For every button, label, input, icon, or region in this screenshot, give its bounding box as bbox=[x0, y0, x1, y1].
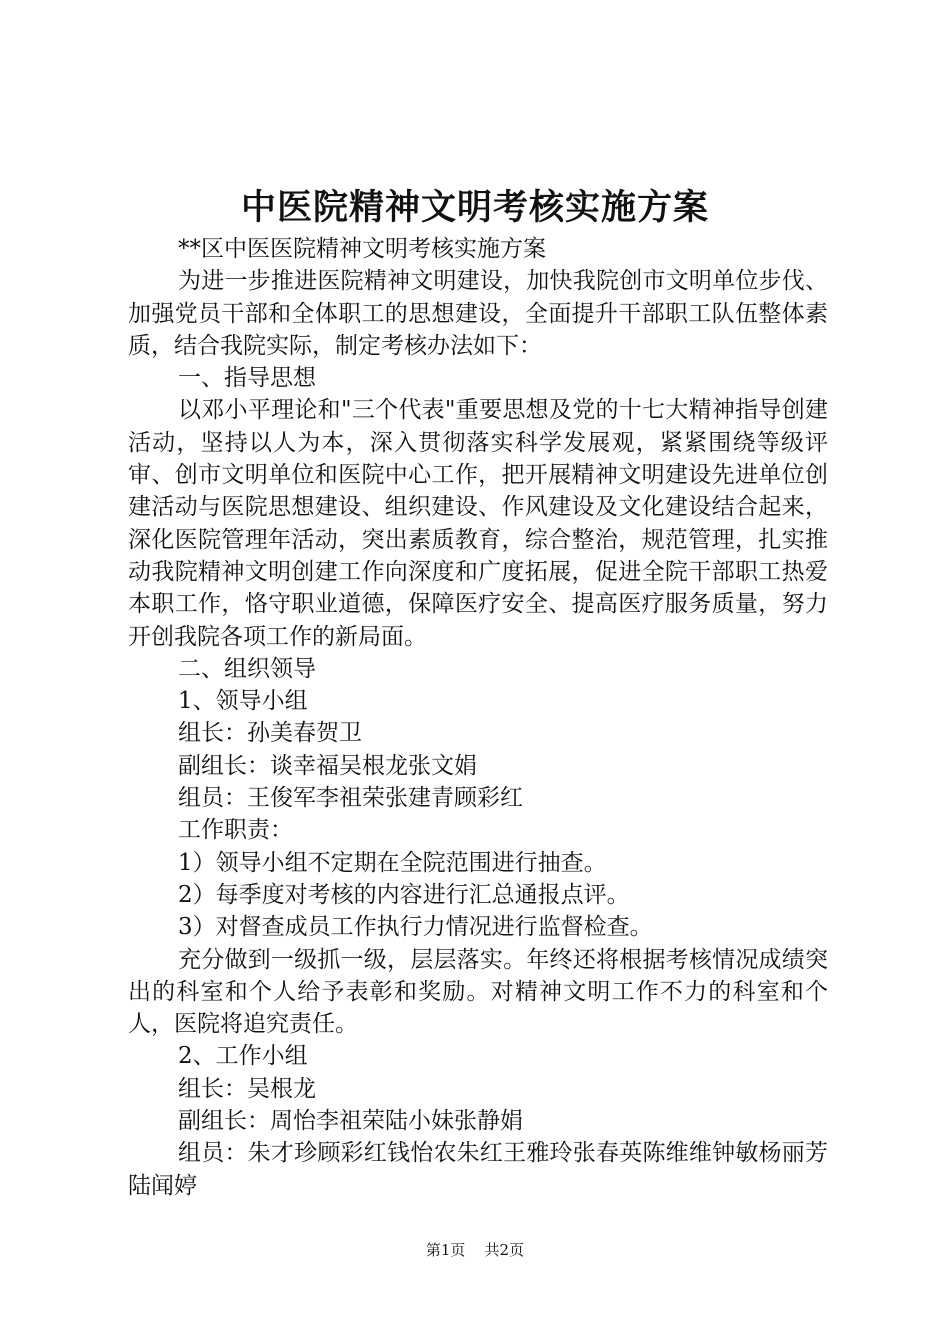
subsection-heading-leading-group: 1、领导小组 bbox=[178, 688, 308, 715]
list-item-duty-3: 3）对督查成员工作执行力情况进行监督检查。 bbox=[178, 914, 653, 941]
paragraph-work-deputy-leader: 副组长：周怡李祖荣陆小妹张静娟 bbox=[178, 1108, 523, 1135]
paragraph-guiding-thought: 以邓小平理论和"三个代表"重要思想及党的十七大精神指导创建活动，坚持以人为本，深入贯彻落实科学发展观，紧紧围绕等级评审、创市文明单位和医院中心工作，把开展精神文明建设先进单位创建活动与医院思想建设、组织建设、作风建设及文化建设结合起来，深化医院管理年活动，突出素质教育，综合整治，规范管理，扎实推动我院精神文明创建工作向深度和广度拓展，促进全院干部职工热爱本职工作，恪守职业道德，保障医疗安全、提高医疗服务质量，努力开创我院各项工作的新局面。 bbox=[128, 397, 828, 650]
paragraph-leader: 组长：孙美春贺卫 bbox=[178, 720, 362, 747]
document-body bbox=[128, 233, 828, 1202]
list-item-duty-2: 2）每季度对考核的内容进行汇总通报点评。 bbox=[178, 881, 630, 908]
paragraph-members: 组员：王俊军李祖荣张建青顾彩红 bbox=[178, 785, 523, 812]
list-item-duty-1: 1）领导小组不定期在全院范围进行抽查。 bbox=[178, 849, 607, 876]
paragraph-subtitle: **区中医医院精神文明考核实施方案 bbox=[178, 236, 546, 262]
paragraph-deputy-leader: 副组长：谈幸福吴根龙张文娟 bbox=[178, 752, 477, 779]
page-number: 第1页 bbox=[425, 1241, 466, 1259]
paragraph-accountability: 充分做到一级抓一级，层层落实。年终还将根据考核情况成绩突出的科室和个人给予表彰和奖励。对精神文明工作不力的科室和个人，医院将追究责任。 bbox=[128, 946, 828, 1038]
document-title: 中医院精神文明考核实施方案 bbox=[240, 188, 709, 228]
paragraph-work-leader: 组长：吴根龙 bbox=[178, 1075, 316, 1102]
section-heading-guiding-thought: 一、指导思想 bbox=[178, 365, 316, 392]
subsection-heading-work-group: 2、工作小组 bbox=[178, 1043, 308, 1070]
page-separator bbox=[470, 1241, 480, 1259]
paragraph-work-members: 组员：朱才珍顾彩红钱怡农朱红王雅玲张春英陈维维钟敏杨丽芳陆闻婷 bbox=[128, 1140, 828, 1199]
paragraph-intro: 为进一步推进医院精神文明建设，加快我院创市文明单位步伐、加强党员干部和全体职工的思想建设，全面提升干部职工队伍整体素质，结合我院实际，制定考核办法如下： bbox=[128, 268, 828, 359]
paragraph-duties-heading: 工作职责： bbox=[178, 817, 293, 844]
page-total: 共2页 bbox=[484, 1241, 525, 1259]
section-heading-organization: 二、组织领导 bbox=[178, 655, 316, 682]
page-footer bbox=[0, 1240, 950, 1260]
